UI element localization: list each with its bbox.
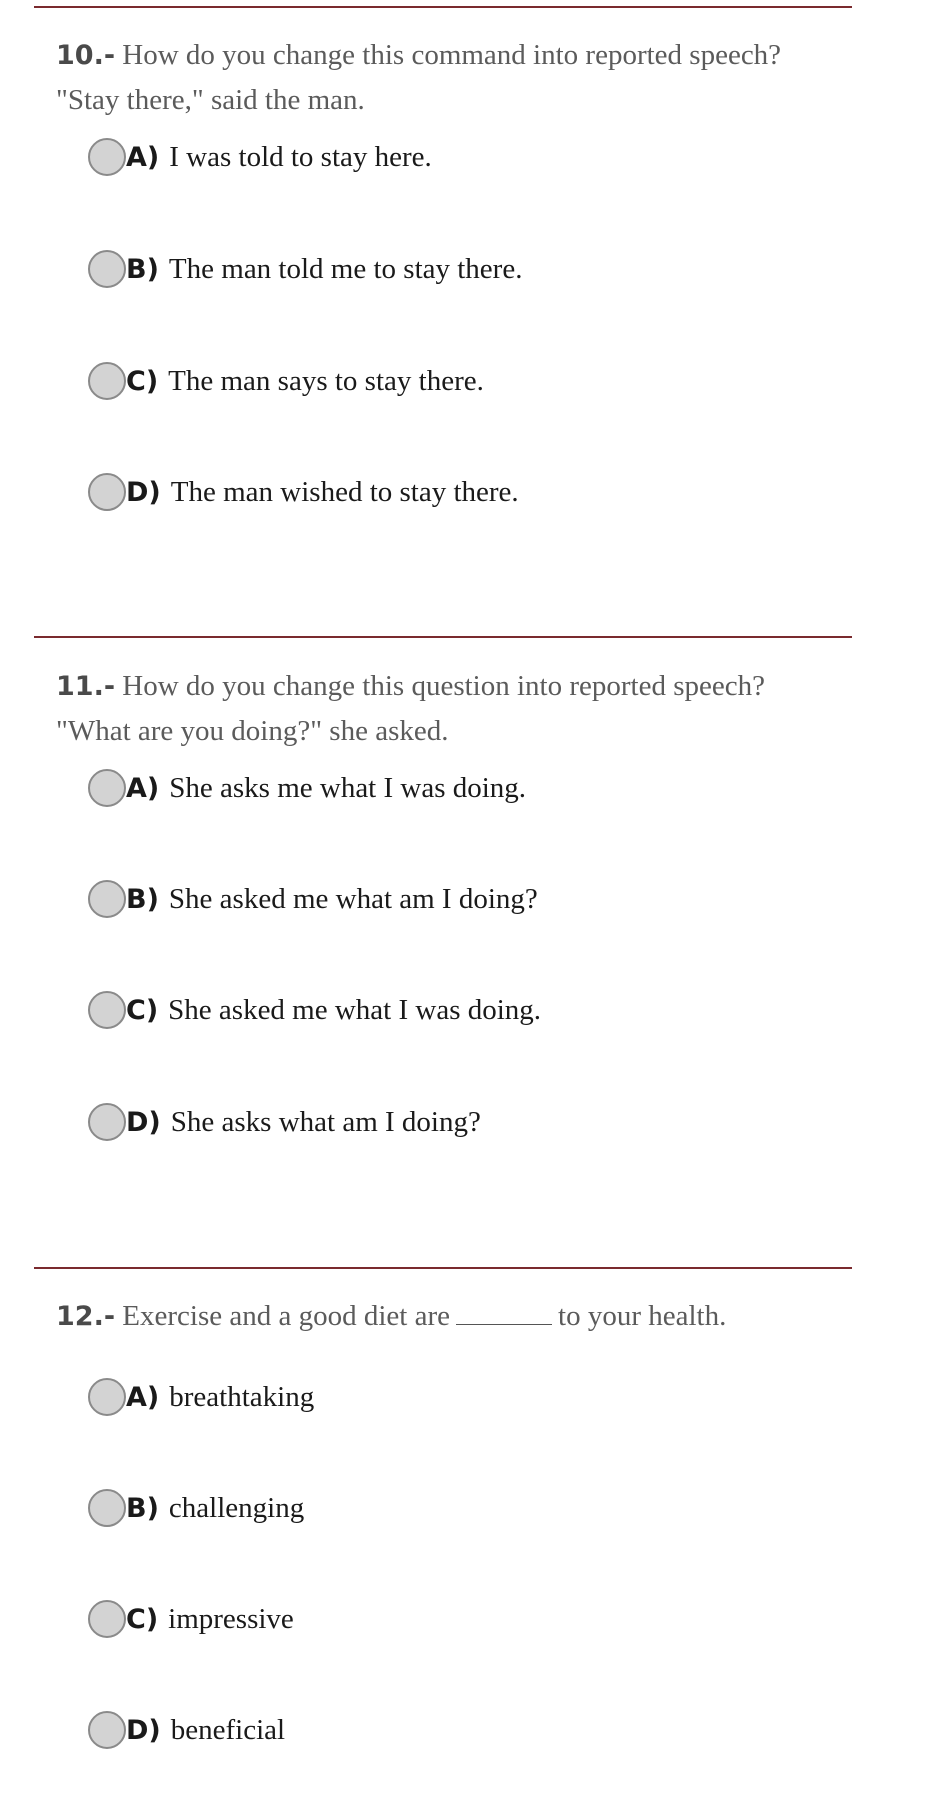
question-12-option-b[interactable] <box>88 1485 304 1531</box>
option-text: She asks what am I doing? <box>170 1105 481 1138</box>
question-12-option-d[interactable] <box>88 1707 285 1753</box>
radio-button[interactable] <box>88 1103 126 1141</box>
option-letter: A) <box>126 772 160 804</box>
question-11-option-b[interactable] <box>88 876 538 922</box>
question-11-prompt <box>56 664 836 754</box>
question-10-option-d[interactable] <box>88 469 519 515</box>
option-text: impressive <box>168 1602 294 1635</box>
question-text: How do you change this command into reported speech? "Stay there," said the man. <box>56 39 782 116</box>
question-number: 12.- <box>56 1301 116 1332</box>
option-letter: D) <box>126 1714 161 1746</box>
option-letter: A) <box>126 1381 160 1413</box>
question-number: 10.- <box>56 40 116 71</box>
radio-button[interactable] <box>88 1600 126 1638</box>
radio-button[interactable] <box>88 991 126 1029</box>
question-11-option-c[interactable] <box>88 987 541 1033</box>
radio-button[interactable] <box>88 880 126 918</box>
answer-blank <box>456 1323 552 1325</box>
question-10-option-a[interactable] <box>88 134 432 180</box>
radio-button[interactable] <box>88 1711 126 1749</box>
option-text: She asked me what am I doing? <box>168 882 538 915</box>
radio-button[interactable] <box>88 1378 126 1416</box>
option-letter: A) <box>126 141 160 173</box>
option-text: I was told to stay here. <box>169 140 432 173</box>
question-divider <box>34 636 852 638</box>
option-text: The man wished to stay there. <box>170 475 519 508</box>
question-text: How do you change this question into reported speech? "What are you doing?" she asked. <box>56 670 765 747</box>
option-letter: B) <box>126 1492 159 1524</box>
option-text: The man told me to stay there. <box>168 252 523 285</box>
option-letter: B) <box>126 883 159 915</box>
option-letter: C) <box>126 1603 159 1635</box>
option-letter: D) <box>126 476 161 508</box>
radio-button[interactable] <box>88 138 126 176</box>
option-text: She asked me what I was doing. <box>168 993 542 1026</box>
radio-button[interactable] <box>88 362 126 400</box>
option-text: challenging <box>168 1491 305 1524</box>
radio-button[interactable] <box>88 473 126 511</box>
radio-button[interactable] <box>88 1489 126 1527</box>
question-text-before-blank: Exercise and a good diet are <box>122 1300 451 1332</box>
question-12-option-c[interactable] <box>88 1596 294 1642</box>
question-11-option-a[interactable] <box>88 765 526 811</box>
question-10-option-b[interactable] <box>88 246 522 292</box>
question-number: 11.- <box>56 671 116 702</box>
radio-button[interactable] <box>88 250 126 288</box>
question-12-prompt <box>56 1294 836 1339</box>
question-10-option-c[interactable] <box>88 358 484 404</box>
question-text-after-blank: to your health. <box>558 1300 727 1332</box>
option-letter: C) <box>126 994 159 1026</box>
option-text: beneficial <box>170 1713 286 1746</box>
question-divider <box>34 1267 852 1269</box>
option-letter: C) <box>126 365 159 397</box>
option-letter: D) <box>126 1106 161 1138</box>
option-text: She asks me what I was doing. <box>169 771 527 804</box>
option-letter: B) <box>126 253 159 285</box>
question-divider <box>34 6 852 8</box>
option-text: The man says to stay there. <box>168 364 484 397</box>
radio-button[interactable] <box>88 769 126 807</box>
question-10-prompt <box>56 33 836 123</box>
question-11-option-d[interactable] <box>88 1099 481 1145</box>
option-text: breathtaking <box>169 1380 315 1413</box>
question-12-option-a[interactable] <box>88 1374 314 1420</box>
